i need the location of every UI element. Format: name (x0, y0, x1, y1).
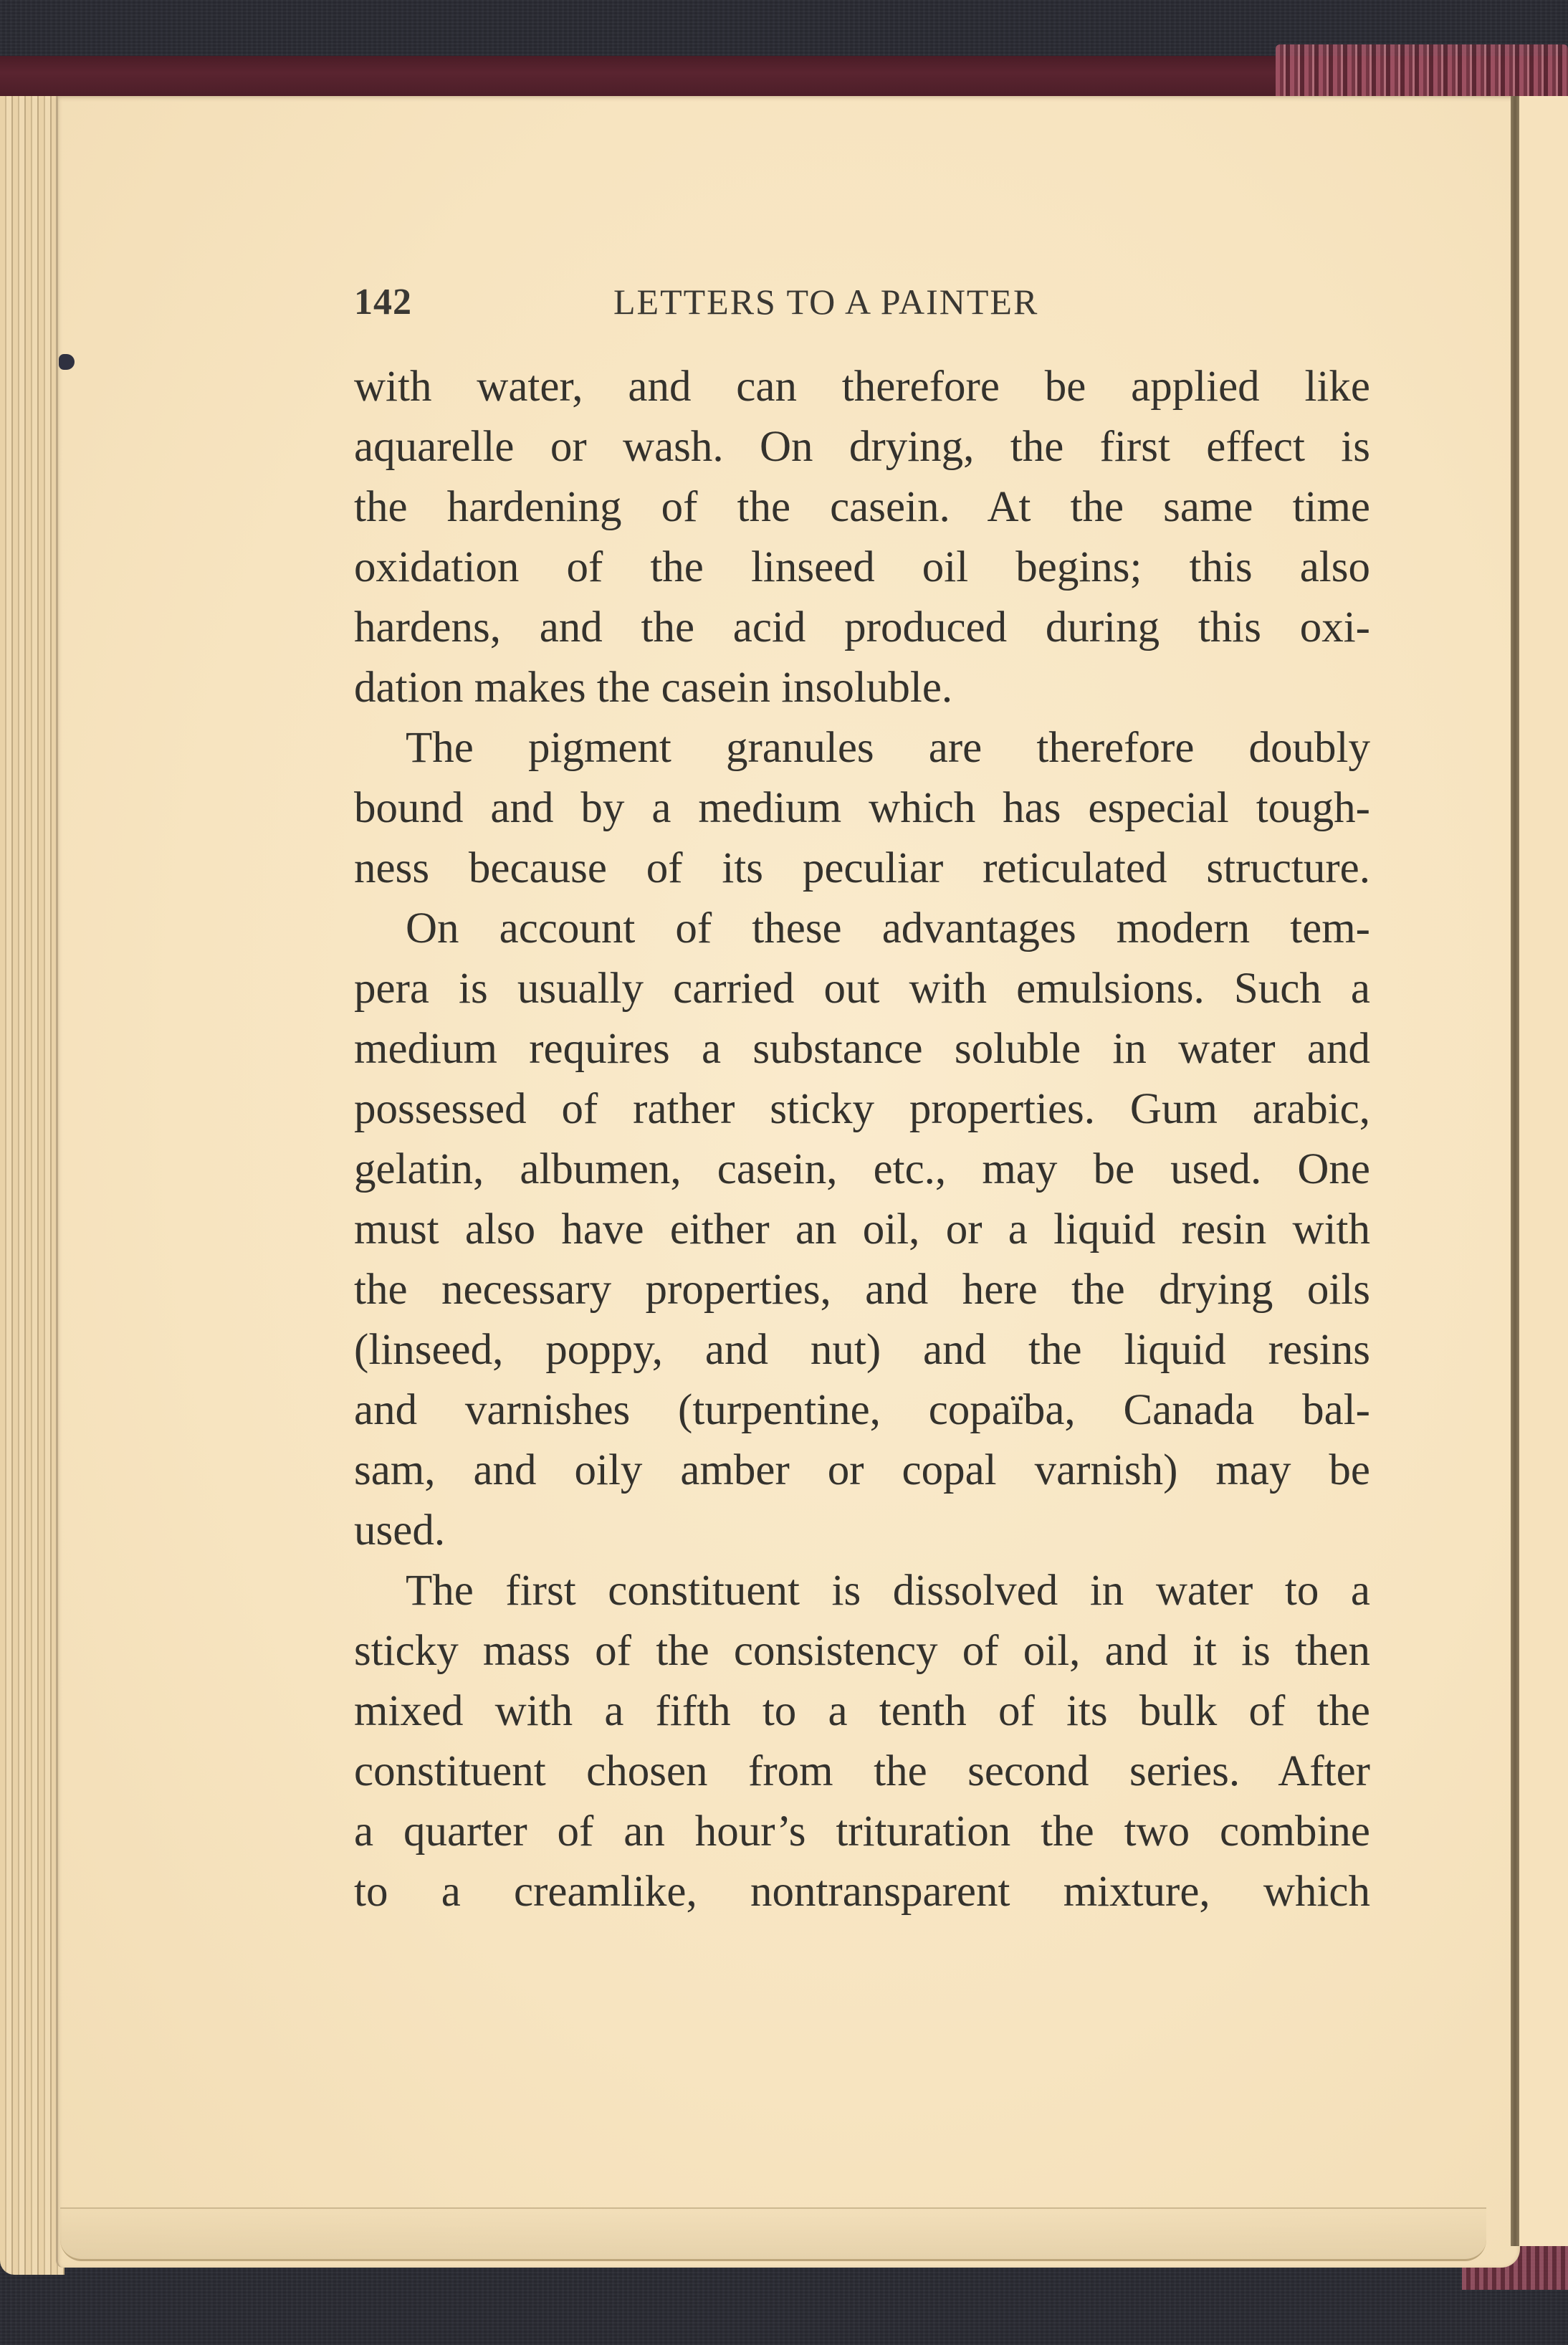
headband-top (1276, 44, 1568, 96)
text-line: dation makes the casein insoluble. (354, 664, 953, 712)
text-line: ness because of its peculiar reticulated structure. (354, 844, 1370, 892)
running-head (354, 281, 1370, 324)
running-title: LETTERS TO A PAINTER (613, 282, 1039, 322)
text-line: the necessary properties, and here the drying oils (354, 1266, 1370, 1314)
text-line: the hardening of the casein. At the same time (354, 483, 1370, 531)
text-line: medium requires a substance soluble in water and (354, 1025, 1370, 1073)
body-text (354, 357, 1370, 1922)
text-line: a quarter of an hour’s trituration the two combine (354, 1807, 1370, 1856)
facing-page-edge (1519, 96, 1568, 2246)
text-line: (linseed, poppy, and nut) and the liquid resins (354, 1326, 1370, 1374)
paragraph (354, 357, 1370, 718)
text-line: The pigment granules are therefore doubly (406, 724, 1370, 772)
paragraph (354, 1561, 1370, 1922)
text-line: oxidation of the linseed oil begins; this also (354, 543, 1370, 591)
margin-speck-icon (59, 354, 75, 370)
text-line: constituent chosen from the second series. After (354, 1747, 1370, 1795)
text-line: pera is usually carried out with emulsions. Such a (354, 965, 1370, 1013)
text-line: On account of these advantages modern tem- (406, 904, 1370, 952)
text-line: used. (354, 1506, 446, 1554)
text-line: The first constituent is dissolved in water to a (406, 1567, 1370, 1615)
text-line: and varnishes (turpentine, copaïba, Canada bal- (354, 1386, 1370, 1434)
book-gutter (1511, 96, 1519, 2246)
text-line: aquarelle or wash. On drying, the first effect is (354, 423, 1370, 471)
page-stack-edge (0, 96, 64, 2275)
page-number: 142 (354, 282, 412, 323)
paragraph (354, 718, 1370, 899)
text-line: must also have either an oil, or a liquid resin with (354, 1205, 1370, 1253)
text-line: mixed with a fifth to a tenth of its bulk of the (354, 1687, 1370, 1735)
text-line: bound and by a medium which has especial tough- (354, 784, 1370, 832)
page-bottom-edges (60, 2207, 1486, 2261)
text-line: sam, and oily amber or copal varnish) may be (354, 1446, 1370, 1494)
text-line: hardens, and the acid produced during this oxi- (354, 603, 1370, 651)
paragraph (354, 899, 1370, 1561)
text-line: gelatin, albumen, casein, etc., may be used. One (354, 1145, 1370, 1193)
text-line: sticky mass of the consistency of oil, and it is then (354, 1627, 1370, 1675)
text-line: possessed of rather sticky properties. Gum arabic, (354, 1085, 1370, 1133)
text-line: to a creamlike, nontransparent mixture, which (354, 1868, 1370, 1916)
text-line: with water, and can therefore be applied like (354, 363, 1370, 411)
